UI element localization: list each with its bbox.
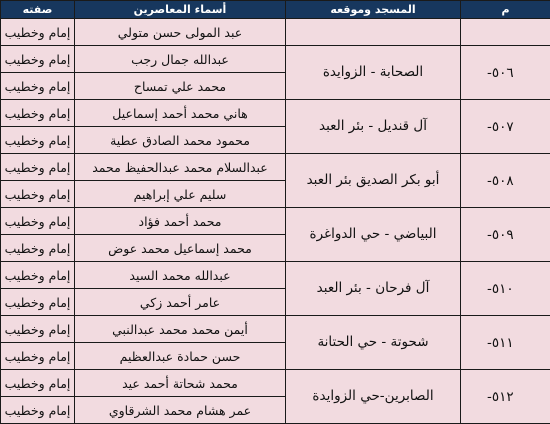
table-body xyxy=(1,19,550,424)
person-role: إمام وخطيب xyxy=(1,262,75,289)
person-name: محمد إسماعيل محمد عوض xyxy=(75,235,286,262)
person-name: هاني محمد أحمد إسماعيل xyxy=(75,100,286,127)
mosque-location: آل قنديل - بئر العبد xyxy=(286,100,461,154)
person-role: إمام وخطيب xyxy=(1,19,75,46)
person-name: عمر هشام محمد الشرقاوي xyxy=(75,397,286,424)
person-name: محمد أحمد فؤاد xyxy=(75,208,286,235)
person-role: إمام وخطيب xyxy=(1,343,75,370)
mosque-number: ٥١١- xyxy=(461,316,550,370)
table-header xyxy=(1,1,550,19)
table-row xyxy=(1,370,550,397)
person-role: إمام وخطيب xyxy=(1,397,75,424)
person-role: إمام وخطيب xyxy=(1,370,75,397)
person-name: عبدالسلام محمد عبدالحفيظ محمد xyxy=(75,154,286,181)
header-row xyxy=(1,1,550,19)
person-role: إمام وخطيب xyxy=(1,208,75,235)
mosque-number: ٥١٠- xyxy=(461,262,550,316)
person-role: إمام وخطيب xyxy=(1,235,75,262)
person-role: إمام وخطيب xyxy=(1,154,75,181)
table-row xyxy=(1,19,550,46)
mosque-number: ٥١٢- xyxy=(461,370,550,424)
mosque-location: آل فرحان - بئر العبد xyxy=(286,262,461,316)
mosque-location xyxy=(286,19,461,46)
table-row xyxy=(1,154,550,181)
person-name: عامر أحمد زكي xyxy=(75,289,286,316)
mosque-number: ٥٠٦- xyxy=(461,46,550,100)
table-row xyxy=(1,208,550,235)
person-name: عبد المولى حسن متولي xyxy=(75,19,286,46)
person-role: إمام وخطيب xyxy=(1,316,75,343)
person-role: إمام وخطيب xyxy=(1,100,75,127)
header-role: صفته xyxy=(1,1,75,19)
person-name: حسن حمادة عبدالعظيم xyxy=(75,343,286,370)
person-name: سليم علي إبراهيم xyxy=(75,181,286,208)
person-role: إمام وخطيب xyxy=(1,127,75,154)
mosque-location: شحوتة - حي الحتانة xyxy=(286,316,461,370)
mosque-location: الصحابة - الزوايدة xyxy=(286,46,461,100)
table-row xyxy=(1,316,550,343)
table-row xyxy=(1,46,550,73)
header-mosque: المسجد وموقعه xyxy=(286,1,461,19)
mosque-location: أبو بكر الصديق بئر العبد xyxy=(286,154,461,208)
person-name: محمد شحاتة أحمد عيد xyxy=(75,370,286,397)
person-role: إمام وخطيب xyxy=(1,181,75,208)
table-row xyxy=(1,100,550,127)
person-role: إمام وخطيب xyxy=(1,289,75,316)
mosque-number: ٥٠٨- xyxy=(461,154,550,208)
mosque-number xyxy=(461,19,550,46)
table-row xyxy=(1,262,550,289)
header-number: م xyxy=(461,1,550,19)
person-name: أيمن محمد محمد عبدالنبي xyxy=(75,316,286,343)
person-role: إمام وخطيب xyxy=(1,73,75,100)
mosque-location: الصابرين-حي الزوايدة xyxy=(286,370,461,424)
mosque-number: ٥٠٩- xyxy=(461,208,550,262)
person-name: محمود محمد الصادق عطية xyxy=(75,127,286,154)
header-names: أسماء المعاصرين xyxy=(75,1,286,19)
person-name: عبدالله محمد السيد xyxy=(75,262,286,289)
person-name: محمد علي تمساح xyxy=(75,73,286,100)
mosque-location: البياضي - حي الدواغرة xyxy=(286,208,461,262)
person-name: عبدالله جمال رجب xyxy=(75,46,286,73)
mosque-number: ٥٠٧- xyxy=(461,100,550,154)
person-role: إمام وخطيب xyxy=(1,46,75,73)
